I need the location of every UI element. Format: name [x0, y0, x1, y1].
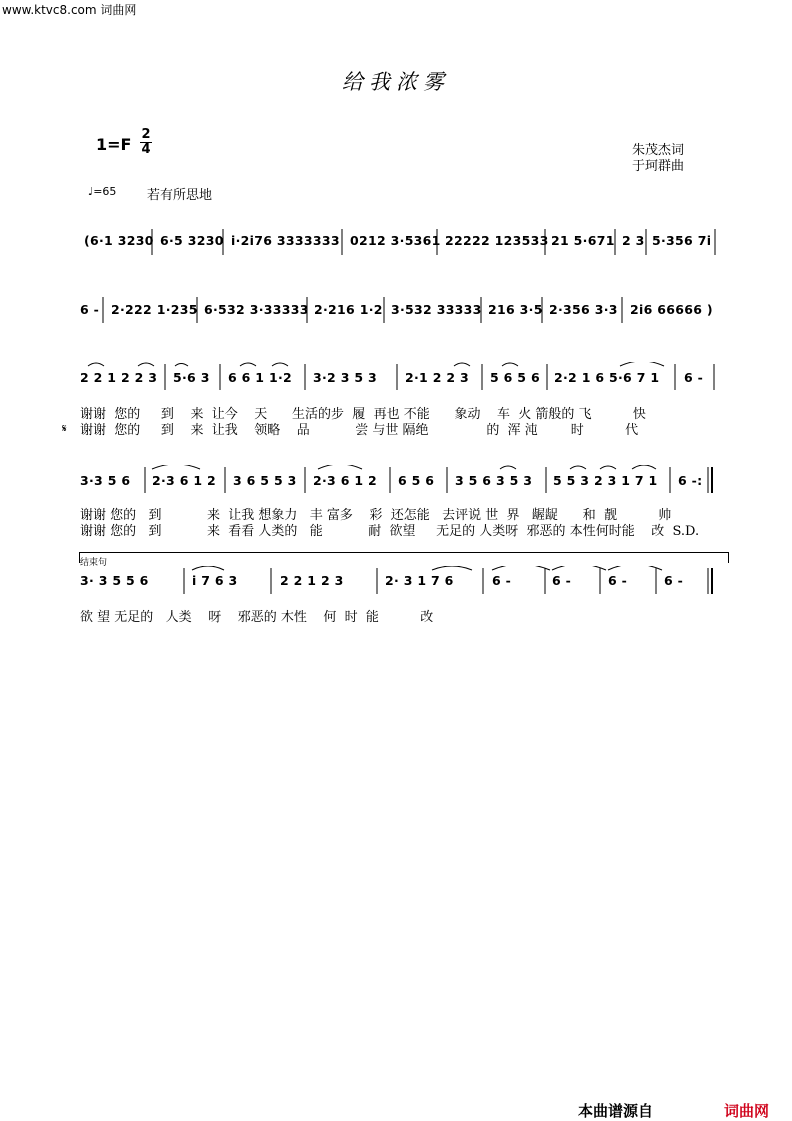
bar: 6 - [608, 573, 628, 588]
bar: 6·532 3·33333 [204, 302, 309, 317]
bar: 3· 3 5 5 6 [80, 573, 149, 588]
score-row-2 [0, 295, 792, 335]
time-signature [140, 128, 152, 157]
score-row-5 [0, 566, 792, 606]
footer-brand-link[interactable]: 词曲网 [724, 1102, 770, 1120]
bar: 2i6 66666 ) [630, 302, 713, 317]
bar: 3·2 3 5 3 [313, 370, 377, 385]
bar: 6 - [664, 573, 684, 588]
lyricist: 朱茂杰词 [632, 143, 685, 158]
bar: 2·3 6 1 2 [313, 473, 377, 488]
bar: 3·532 33333 [391, 302, 482, 317]
bar: 22222 123533 [445, 233, 549, 248]
key-signature: 1=F [96, 135, 132, 154]
bar: i 7 6 3 [192, 573, 238, 588]
bar: 5·356 7i [652, 233, 712, 248]
time-signature-bottom: 4 [141, 142, 151, 157]
composer: 于珂群曲 [632, 159, 685, 174]
bar: 5 5 3 2 3 1 7 1 [553, 473, 658, 488]
bar: 3 5 6 3 5 3 [455, 473, 533, 488]
score-row-4 [0, 465, 792, 505]
score-row-1 [0, 225, 792, 265]
bar: 6·5 3230 [160, 233, 224, 248]
bar: 21 5·671 [551, 233, 615, 248]
lyrics-row-4-verse-1: 谢谢 您的 到 来 让我 想象力 丰 富多 彩 还怎能 去评说 世 界 龌龊 和 靓 帅 [80, 508, 672, 523]
bar: 2·2 1 6 5·6 7 1 [554, 370, 660, 385]
bar: 0212 3·5361 [350, 233, 441, 248]
bar: 2 2 1 2 2 3 [80, 370, 158, 385]
bar: 2· 3 1 7 6 [385, 573, 454, 588]
segno-sign: 𝄋 [62, 422, 67, 435]
bar: 6 6 1 1·2 [228, 370, 292, 385]
bar: 216 3·5 [488, 302, 543, 317]
bar: i·2i76 3333333 [231, 233, 340, 248]
lyrics-row-3-verse-2: 谢谢 您的 到 来 让我 领略 品 尝 与世 隔绝 的 浑 沌 时 代 [80, 423, 639, 438]
bar: 2·222 1·235 [111, 302, 198, 317]
bar: 3·3 5 6 [80, 473, 131, 488]
time-signature-top: 2 [141, 127, 151, 142]
coda-bracket [79, 552, 729, 563]
bar: 6 5 6 [398, 473, 435, 488]
bar: (6·1 3230 [84, 233, 154, 248]
coda-label: 结束句 [80, 558, 108, 568]
bar: 2·356 3·3 [549, 302, 618, 317]
bar: 6 -: [678, 473, 703, 488]
bar: 3 6 5 5 3 [233, 473, 297, 488]
bar: 5 6 5 6 [490, 370, 540, 385]
footer-source-label: 本曲谱源自 [578, 1102, 654, 1120]
bar: 6 - [684, 370, 704, 385]
lyrics-row-5: 欲 望 无足的 人类 呀 邪恶的 木性 何 时 能 改 [80, 610, 434, 625]
bar: 6 - [552, 573, 572, 588]
song-title: 给我浓雾 [342, 70, 450, 94]
bar: 6 - [80, 302, 100, 317]
tempo-marking: ♩=65 [88, 185, 117, 198]
score-row-3 [0, 362, 792, 402]
bar: 2 2 1 2 3 [280, 573, 344, 588]
bar: 2 3 [622, 233, 645, 248]
bar: 2·3 6 1 2 [152, 473, 216, 488]
lyrics-row-3-verse-1: 谢谢 您的 到 来 让今 天 生活的步 履 再也 不能 象动 车 火 箭般的 飞 快 [80, 407, 646, 422]
bar: 6 - [492, 573, 512, 588]
bar: 5·6 3 [173, 370, 210, 385]
lyrics-row-4-verse-2: 谢谢 您的 到 来 看看 人类的 能 耐 欲望 无足的 人类呀 邪恶的 本性何时能 改 S.D. [80, 524, 700, 539]
expression-marking: 若有所思地 [147, 188, 213, 203]
site-watermark: www.ktvc8.com 词曲网 [2, 3, 137, 17]
bar: 2·216 1·2 [314, 302, 383, 317]
bar: 2·1 2 2 3 [405, 370, 469, 385]
